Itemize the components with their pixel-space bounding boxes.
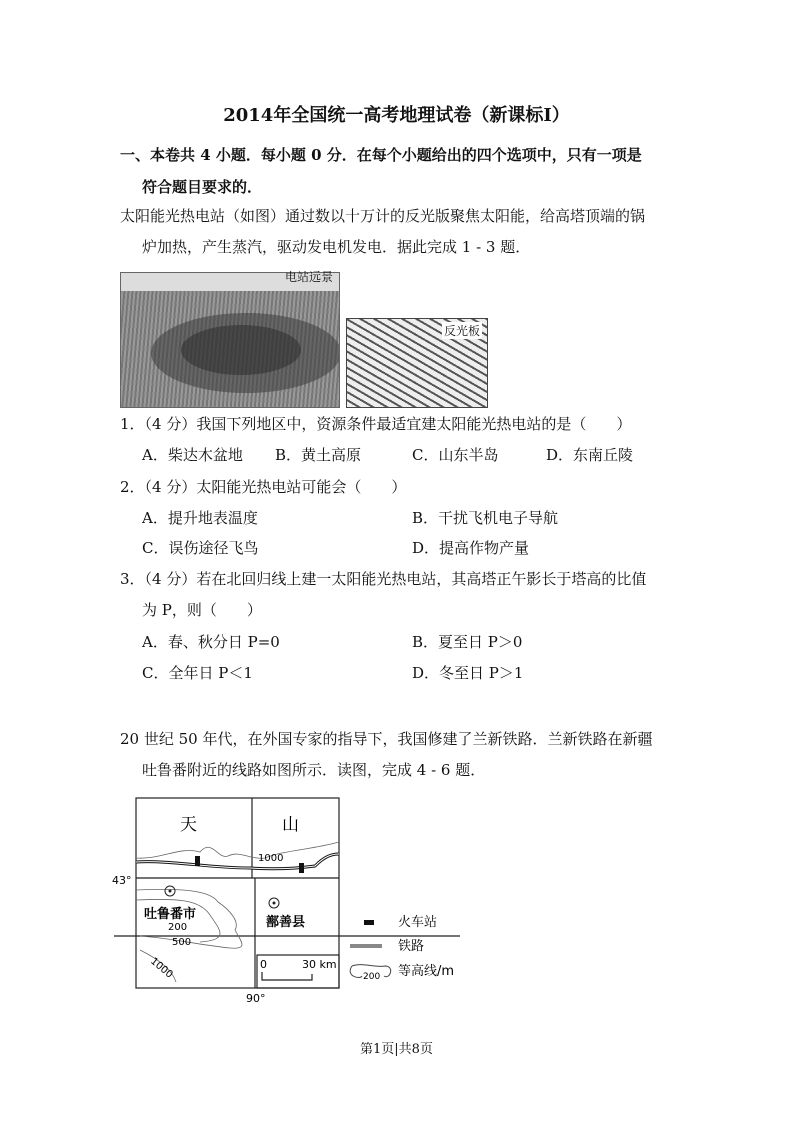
question-2: 2．（4 分）太阳能光热电站可能会（ ） xyxy=(120,478,407,496)
q2-option-d: D．提高作物产量 xyxy=(412,539,530,557)
q3-option-a: A．春、秋分日 P=0 xyxy=(142,633,280,651)
caption-far-view: 电站远景 xyxy=(285,270,334,284)
longitude-label: 90° xyxy=(246,992,266,1005)
railway-map xyxy=(100,790,500,1030)
q3-option-d: D．冬至日 P＞1 xyxy=(412,664,524,682)
legend-contour: 等高线/m xyxy=(398,964,455,979)
latitude-label: 43° xyxy=(112,874,132,887)
caption-reflector: 反光板 xyxy=(444,324,481,338)
q1-option-a: A．柴达木盆地 xyxy=(142,446,243,464)
intro-paragraph-cont: 炉加热，产生蒸汽，驱动发电机发电．据此完成 1 - 3 题． xyxy=(142,238,531,256)
q2-option-c: C．误伤途径飞鸟 xyxy=(142,539,259,557)
contour-1000: 1000 xyxy=(258,853,284,864)
legend-railway: 铁路 xyxy=(398,939,425,954)
section-heading-cont: 符合题目要求的． xyxy=(142,178,263,196)
page-footer: 第1页|共8页 xyxy=(360,1042,433,1057)
scale-zero: 0 xyxy=(260,958,267,971)
q3-option-c: C．全年日 P＜1 xyxy=(142,664,253,682)
q1-option-d: D．东南丘陵 xyxy=(546,446,634,464)
q1-option-c: C．山东半岛 xyxy=(412,446,499,464)
q1-option-b: B．黄土高原 xyxy=(275,446,362,464)
city-turpan: 吐鲁番市 xyxy=(144,907,197,922)
contour-1000-south: 1000 xyxy=(148,955,175,981)
intro2-paragraph-cont: 吐鲁番附近的线路如图所示．读图，完成 4 - 6 题． xyxy=(142,761,486,779)
station-legend-icon xyxy=(364,920,374,925)
label-tian: 天 xyxy=(180,815,197,835)
label-shan: 山 xyxy=(282,815,299,835)
page-title: 2014年全国统一高考地理试卷（新课标Ⅰ） xyxy=(223,105,570,126)
city-shanshan: 鄯善县 xyxy=(266,915,306,930)
question-1: 1．（4 分）我国下列地区中，资源条件最适宜建太阳能光热电站的是（ ） xyxy=(120,415,632,433)
question-3: 3．（4 分）若在北回归线上建一太阳能光热电站，其高塔正午影长于塔高的比值 xyxy=(120,570,647,588)
q2-option-a: A．提升地表温度 xyxy=(142,509,258,527)
legend-200: 200 xyxy=(363,972,381,982)
intro-paragraph: 太阳能光热电站（如图）通过数以十万计的反光版聚焦太阳能，给高塔顶端的锅 xyxy=(120,207,646,225)
intro2-paragraph: 20 世纪 50 年代，在外国专家的指导下，我国修建了兰新铁路．兰新铁路在新疆 xyxy=(120,730,653,748)
contour-500: 500 xyxy=(172,937,192,948)
q3-option-b: B．夏至日 P＞0 xyxy=(412,633,523,651)
contour-200: 200 xyxy=(168,922,188,933)
q2-option-b: B．干扰飞机电子导航 xyxy=(412,509,559,527)
section-heading: 一、本卷共 4 小题．每小题 0 分．在每个小题给出的四个选项中，只有一项是 xyxy=(120,146,642,164)
power-station-photo xyxy=(120,272,340,408)
scale-30km: 30 km xyxy=(302,958,337,971)
question-3-cont: 为 P，则（ ） xyxy=(142,601,262,619)
legend-station: 火车站 xyxy=(398,915,438,930)
